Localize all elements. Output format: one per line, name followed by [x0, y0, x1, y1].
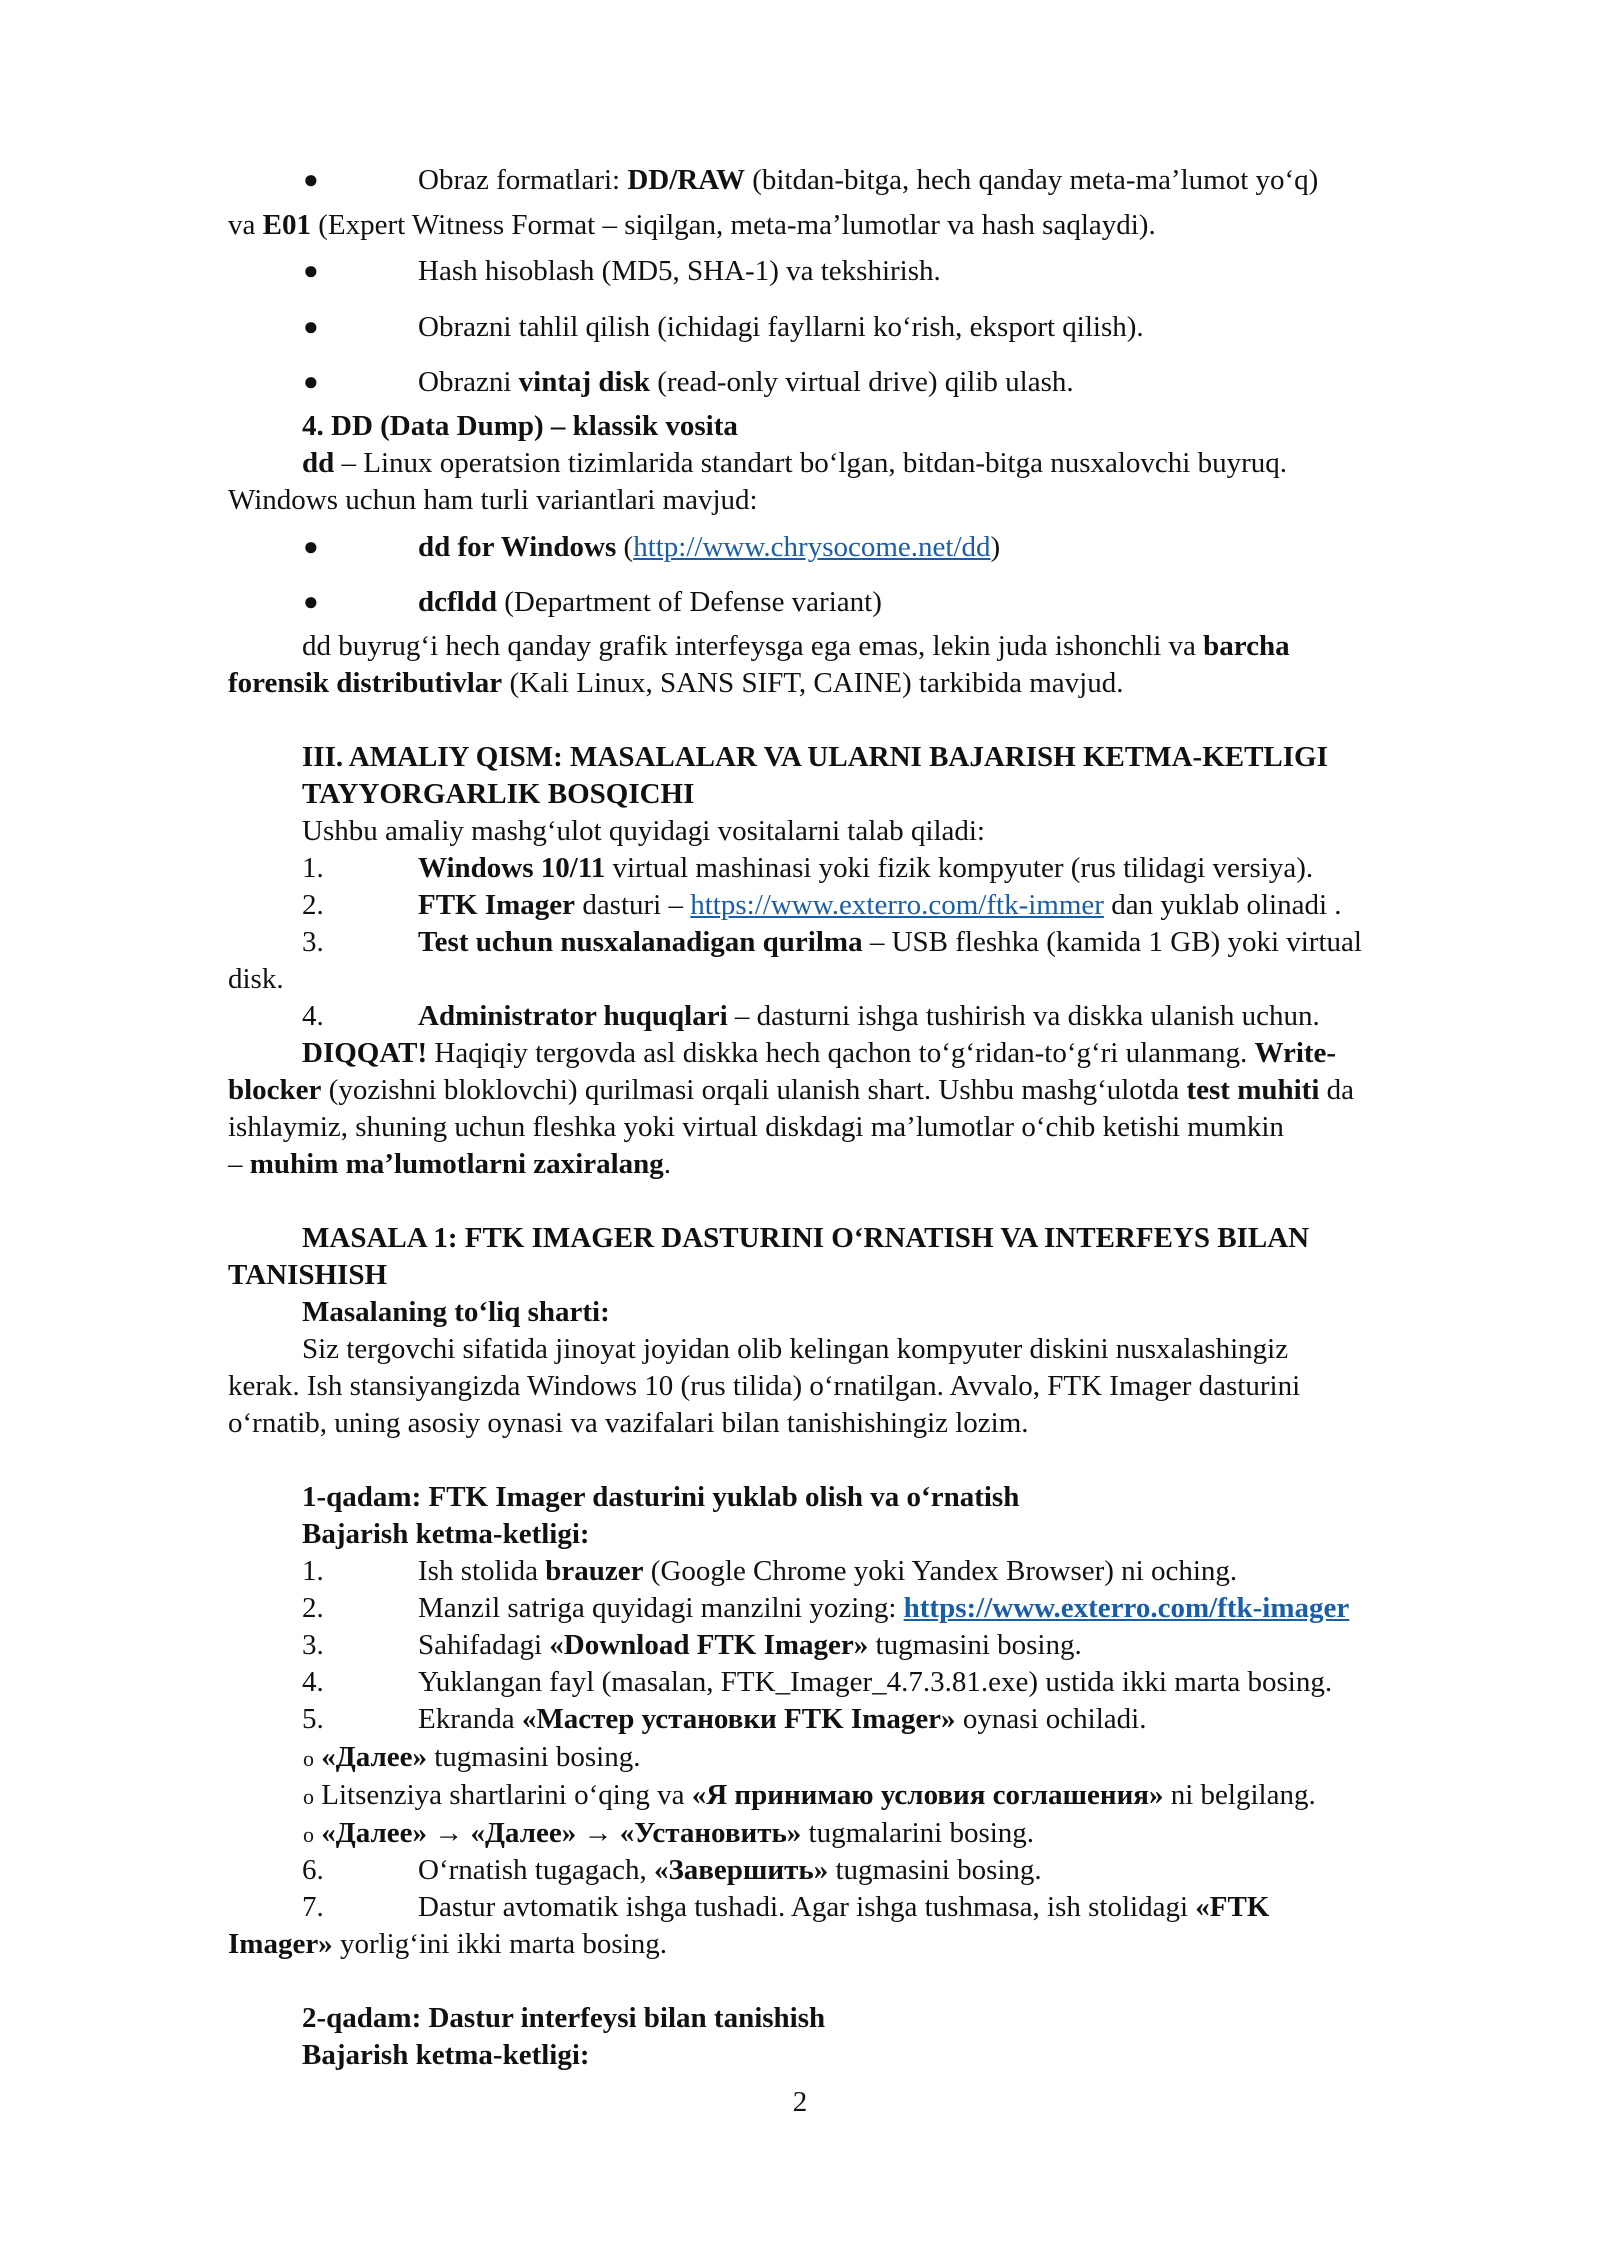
task1-heading: MASALA 1: FTK IMAGER DASTURINI O‘RNATISH VA INTERFEYS BILAN — [302, 1222, 1310, 1254]
dd-note-cont: forensik distributivlar (Kali Linux, SANS SIFT, CAINE) tarkibida mavjud. — [228, 667, 1124, 699]
step1-heading: 1-qadam: FTK Imager dasturini yuklab olish va o‘rnatish — [302, 1481, 1020, 1513]
sub-bullet-icon: o — [303, 1746, 314, 1771]
list-number: 2. — [302, 1592, 324, 1624]
list-item: Manzil satriga quyidagi manzilni yozing: https://www.exterro.com/ftk-imager — [418, 1592, 1350, 1624]
list-number: 5. — [302, 1703, 324, 1735]
task1-condition: Siz tergovchi sifatida jinoyat joyidan olib kelingan kompyuter diskini nusxalashingiz — [302, 1333, 1289, 1365]
list-item: Test uchun nusxalanadigan qurilma – USB fleshka (kamida 1 GB) yoki virtual — [418, 926, 1362, 958]
warning-text-cont: ishlaymiz, shuning uchun fleshka yoki virtual diskdagi ma’lumotlar o‘chib ketishi mumkin — [228, 1111, 1284, 1143]
step2-heading: 2-qadam: Dastur interfeysi bilan tanishish — [302, 2002, 826, 2034]
list-item: Windows 10/11 virtual mashinasi yoki fizik kompyuter (rus tilidagi versiya). — [418, 852, 1314, 884]
bullet-icon: ● — [303, 367, 319, 396]
sub-bullet-icon: o — [303, 1784, 314, 1809]
task1-heading-cont: TANISHISH — [228, 1259, 388, 1291]
part3-subheading: TAYYORGARLIK BOSQICHI — [302, 778, 695, 810]
list-item: Administrator huquqlari – dasturni ishga tushirish va diskka ulanish uchun. — [418, 1000, 1320, 1032]
list-item-cont: Imager» yorlig‘ini ikki marta bosing. — [228, 1928, 667, 1960]
sub-list-item: o «Далее» → «Далее» → «Установить» tugmalarini bosing. — [303, 1817, 1035, 1849]
dd-windows-link[interactable]: http://www.chrysocome.net/dd — [633, 531, 991, 563]
list-number: 4. — [302, 1000, 324, 1032]
list-item: FTK Imager dasturi – https://www.exterro.com/ftk-immer dan yuklab olinadi . — [418, 889, 1342, 921]
dd-intro: dd – Linux operatsion tizimlarida standart bo‘lgan, bitdan-bitga nusxalovchi buyruq. — [302, 447, 1288, 479]
bullet-icon: ● — [303, 312, 319, 341]
part3-heading: III. AMALIY QISM: MASALALAR VA ULARNI BAJARISH KETMA-KETLIGI — [302, 741, 1328, 773]
list-item: Yuklangan fayl (masalan, FTK_Imager_4.7.3.81.exe) ustida ikki marta bosing. — [418, 1666, 1333, 1698]
list-item: Sahifadagi «Download FTK Imager» tugmasini bosing. — [418, 1629, 1082, 1661]
dd-heading: 4. DD (Data Dump) – klassik vosita — [302, 410, 738, 442]
list-item: Dastur avtomatik ishga tushadi. Agar ishga tushmasa, ish stolidagi «FTK — [418, 1891, 1270, 1923]
bullet-icon: ● — [303, 256, 319, 285]
dd-item-windows: dd for Windows (http://www.chrysocome.net/dd) — [418, 531, 1001, 563]
page-number: 2 — [792, 2086, 808, 2118]
task1-condition-cont: kerak. Ish stansiyangizda Windows 10 (rus tilida) o‘rnatilgan. Avvalo, FTK Imager dasturini — [228, 1370, 1301, 1402]
dd-note: dd buyrug‘i hech qanday grafik interfeysga ega emas, lekin juda ishonchli va barcha — [302, 630, 1290, 662]
bullet-item-formats: Obraz formatlari: DD/RAW (bitdan-bitga, hech qanday meta-ma’lumot yo‘q) — [418, 164, 1319, 196]
list-number: 3. — [302, 926, 324, 958]
sub-list-item: o «Далее» tugmasini bosing. — [303, 1741, 641, 1773]
list-number: 3. — [302, 1629, 324, 1661]
ftk-download-link[interactable]: https://www.exterro.com/ftk-immer — [690, 889, 1104, 921]
arrow-right-icon: → — [576, 1817, 620, 1849]
list-number: 6. — [302, 1854, 324, 1886]
list-item: Ish stolida brauzer (Google Chrome yoki Yandex Browser) ni oching. — [418, 1555, 1238, 1587]
list-number: 1. — [302, 852, 324, 884]
list-number: 4. — [302, 1666, 324, 1698]
bullet-item-analysis: Obrazni tahlil qilish (ichidagi fayllarni ko‘rish, eksport qilish). — [418, 311, 1144, 343]
step1-sequence-title: Bajarish ketma-ketligi: — [302, 1518, 590, 1550]
list-item-cont: disk. — [228, 963, 284, 995]
sub-bullet-icon: o — [303, 1822, 314, 1847]
part3-intro: Ushbu amaliy mashg‘ulot quyidagi vositalarni talab qiladi: — [302, 815, 985, 847]
list-item: Ekranda «Мастер установки FTK Imager» oynasi ochiladi. — [418, 1703, 1147, 1735]
arrow-right-icon: → — [426, 1817, 471, 1849]
list-number: 2. — [302, 889, 324, 921]
dd-item-dcfldd: dcfldd (Department of Defense variant) — [418, 586, 882, 618]
sub-list-item: o Litsenziya shartlarini o‘qing va «Я принимаю условия соглашения» ni belgilang. — [303, 1779, 1316, 1811]
bullet-item-formats-cont: va E01 (Expert Witness Format – siqilgan, meta-ma’lumotlar va hash saqlaydi). — [228, 209, 1156, 241]
ftk-imager-link[interactable]: https://www.exterro.com/ftk-imager — [903, 1592, 1350, 1624]
list-item: O‘rnatish tugagach, «Завершить» tugmasini bosing. — [418, 1854, 1042, 1886]
task1-condition-title: Masalaning to‘liq sharti: — [302, 1296, 610, 1328]
warning-text-cont: – muhim ma’lumotlarni zaxiralang. — [228, 1148, 672, 1180]
bullet-icon: ● — [303, 532, 319, 561]
warning-text: DIQQAT! Haqiqiy tergovda asl diskka hech qachon to‘g‘ridan-to‘g‘ri ulanmang. Write- — [302, 1037, 1337, 1069]
bullet-icon: ● — [303, 587, 319, 616]
task1-condition-cont: o‘rnatib, uning asosiy oynasi va vazifalari bilan tanishishingiz lozim. — [228, 1407, 1029, 1439]
bullet-icon: ● — [303, 165, 319, 194]
step2-sequence-title: Bajarish ketma-ketligi: — [302, 2039, 590, 2071]
list-number: 7. — [302, 1891, 324, 1923]
dd-intro-cont: Windows uchun ham turli variantlari mavjud: — [228, 484, 758, 516]
bullet-item-mount: Obrazni vintaj disk (read-only virtual drive) qilib ulash. — [418, 366, 1074, 398]
list-number: 1. — [302, 1555, 324, 1587]
warning-text-cont: blocker (yozishni bloklovchi) qurilmasi orqali ulanish shart. Ushbu mashg‘ulotda test muhiti da — [228, 1074, 1355, 1106]
bullet-item-hash: Hash hisoblash (MD5, SHA-1) va tekshirish. — [418, 255, 941, 287]
